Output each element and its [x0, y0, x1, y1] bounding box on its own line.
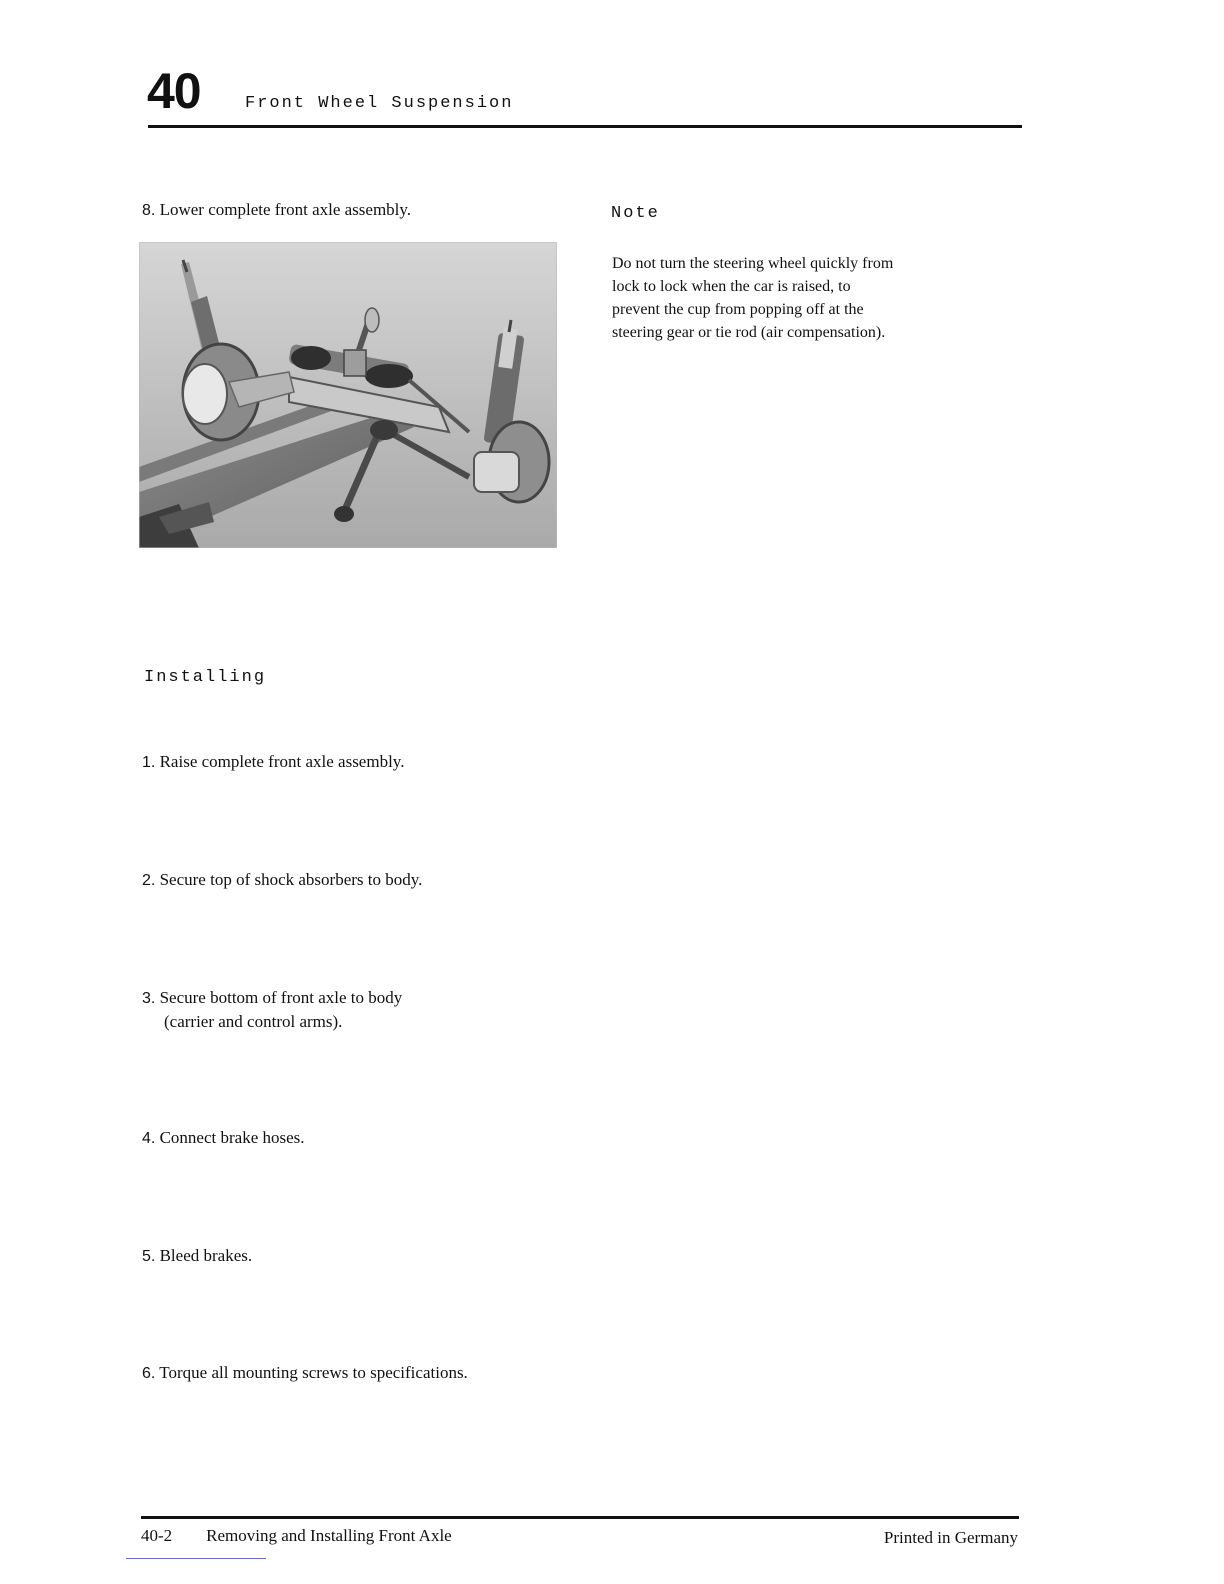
installing-step-6 — [142, 1361, 468, 1385]
installing-step-3 — [142, 986, 402, 1033]
step-text: Lower complete front axle assembly. — [159, 200, 412, 219]
step-number: 2. — [142, 872, 156, 889]
removal-step-8 — [142, 198, 411, 222]
footer-printed: Printed in Germany — [883, 1528, 1018, 1547]
section-title: Front Wheel Suspension — [245, 94, 514, 113]
note-body — [612, 252, 982, 344]
installing-step-5 — [142, 1244, 252, 1268]
step-text: Secure top of shock absorbers to body. — [159, 870, 423, 889]
note-line: prevent the cup from popping off at the — [612, 301, 864, 318]
step-text: Secure bottom of front axle to body — [159, 988, 403, 1007]
installing-step-1 — [142, 750, 404, 774]
front-axle-assembly-photo — [139, 242, 557, 548]
step-number: 3. — [142, 990, 156, 1007]
section-number: 40 — [147, 63, 201, 119]
step-text-continuation: (carrier and control arms). — [164, 1012, 343, 1031]
footer-mark — [126, 1558, 266, 1559]
page-number: 40-2 — [141, 1526, 173, 1545]
footer-left — [141, 1526, 452, 1546]
front-axle-figure — [139, 242, 557, 548]
note-line: Do not turn the steering wheel quickly from — [612, 255, 894, 272]
step-text: Bleed brakes. — [159, 1246, 253, 1265]
installing-step-2 — [142, 868, 422, 892]
footer-title: Removing and Installing Front Axle — [206, 1526, 452, 1545]
step-text: Connect brake hoses. — [159, 1128, 305, 1147]
step-number: 4. — [142, 1130, 156, 1147]
note-heading: Note — [611, 204, 660, 223]
installing-heading: Installing — [144, 668, 267, 687]
step-text: Torque all mounting screws to specifications. — [159, 1363, 468, 1382]
note-line: lock to lock when the car is raised, to — [612, 278, 851, 295]
footer-rule — [141, 1516, 1019, 1519]
step-number: 1. — [142, 754, 156, 771]
header-rule — [148, 125, 1022, 128]
step-number: 6. — [142, 1365, 156, 1382]
step-number: 8. — [142, 202, 156, 219]
installing-step-4 — [142, 1126, 305, 1150]
step-number: 5. — [142, 1248, 156, 1265]
step-text: Raise complete front axle assembly. — [159, 752, 405, 771]
note-line: steering gear or tie rod (air compensation). — [612, 324, 886, 341]
